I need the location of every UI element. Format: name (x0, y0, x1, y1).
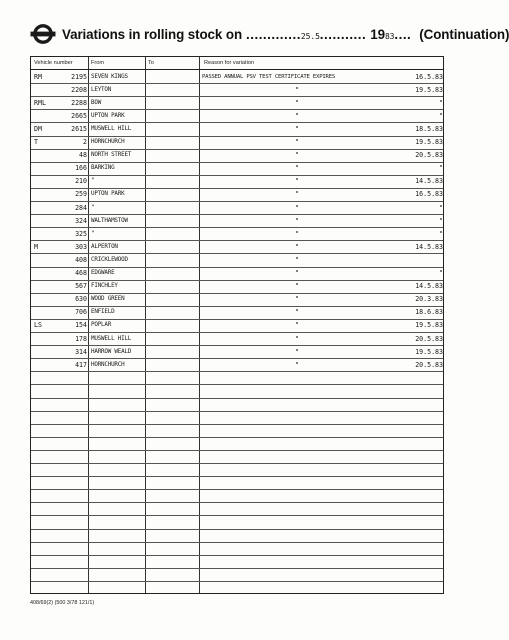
expiry-date: 19.5.83 (415, 321, 443, 330)
expiry-date: 16.5.83 (415, 72, 443, 81)
reason-ditto-mark: " (295, 138, 299, 146)
vehicle-number: 166 (75, 164, 87, 173)
row-rule (31, 463, 443, 464)
table-row (31, 136, 443, 149)
vehicle-number: 2 (83, 138, 87, 146)
page-title (62, 27, 509, 42)
vehicle-number: 2208 (71, 85, 87, 94)
year-printed: 19 (370, 26, 385, 42)
reason-ditto-mark: " (295, 124, 299, 133)
row-rule (31, 555, 443, 556)
reason-ditto-mark: " (295, 151, 299, 160)
expiry-date: 20.5.83 (415, 360, 443, 369)
table-row (31, 319, 443, 332)
row-rule (31, 424, 443, 425)
column-header-to: To (148, 60, 154, 66)
expiry-date: 18.6.83 (415, 308, 443, 317)
expiry-date: " (439, 269, 443, 277)
table-row (31, 123, 443, 136)
title-dots-left: ............. (246, 26, 301, 42)
reason-ditto-mark: " (295, 308, 299, 317)
expiry-date: 19.5.83 (415, 347, 443, 356)
expiry-date: 14.5.83 (415, 177, 443, 186)
reason-text: PASSED ANNUAL PSV TEST CERTIFICATE EXPIRES (202, 73, 336, 80)
expiry-date: " (439, 203, 443, 212)
table-row (31, 215, 443, 228)
vehicle-number: 417 (75, 360, 87, 369)
table-row (31, 175, 443, 188)
row-rule (31, 581, 443, 582)
vehicle-number: 2288 (71, 98, 87, 107)
from-garage: MUSWELL HILL (91, 125, 132, 132)
reason-ditto-mark: " (295, 360, 299, 369)
vehicle-number: 324 (75, 216, 87, 225)
vehicle-number: 154 (75, 321, 87, 330)
row-rule (31, 515, 443, 516)
expiry-date: 20.5.83 (415, 334, 443, 343)
title-dots-right: .... (394, 26, 412, 42)
table-row (31, 149, 443, 162)
from-garage: UPTON PARK (91, 112, 125, 119)
from-garage: HARROW WEALD (91, 348, 132, 355)
vehicle-number: 468 (75, 269, 87, 277)
row-rule (31, 476, 443, 477)
continuation-label: (Continuation) (419, 26, 509, 42)
expiry-date: " (439, 98, 443, 107)
column-header-reason: Reason for variation (204, 60, 255, 66)
variations-table (30, 56, 444, 594)
reason-ditto-mark: " (295, 255, 299, 264)
vehicle-number: 210 (75, 177, 87, 186)
row-rule (31, 450, 443, 451)
from-garage: HORNCHURCH (91, 139, 125, 145)
column-header-vehicle-number: Vehicle number (34, 60, 73, 66)
table-row (31, 280, 443, 293)
expiry-date: 19.5.83 (415, 138, 443, 146)
vehicle-number: 259 (75, 190, 87, 199)
reason-ditto-mark: " (295, 334, 299, 343)
vehicle-number: 2195 (71, 72, 87, 81)
year-handwritten: 83 (384, 31, 395, 41)
from-garage: " (91, 230, 95, 237)
row-rule (31, 502, 443, 503)
vehicle-number: 325 (75, 229, 87, 238)
vehicle-number: 567 (75, 282, 87, 291)
row-rule (31, 411, 443, 412)
table-row (31, 306, 443, 319)
from-garage: FINCHLEY (91, 283, 118, 290)
from-garage: MUSWELL HILL (91, 335, 132, 342)
reason-ditto-mark: " (295, 295, 299, 304)
from-garage: ALPERTON (91, 243, 118, 250)
expiry-date: 14.5.83 (415, 282, 443, 291)
title-dots-mid: ........... (319, 26, 367, 42)
vehicle-number: 2615 (71, 124, 87, 133)
reason-ditto-mark: " (295, 85, 299, 94)
table-row (31, 188, 443, 201)
row-rule (31, 398, 443, 399)
form-header (30, 20, 509, 48)
vehicle-number: 303 (75, 242, 87, 251)
expiry-date: 18.5.83 (415, 124, 443, 133)
table-row (31, 346, 443, 359)
date-handwritten: 25.5 (300, 31, 320, 41)
expiry-date: " (439, 164, 443, 173)
vehicle-number: 48 (79, 151, 87, 160)
reason-ditto-mark: " (295, 98, 299, 107)
table-row (31, 110, 443, 123)
expiry-date: 14.5.83 (415, 242, 443, 251)
reason-ditto-mark: " (295, 216, 299, 225)
reason-ditto-mark: " (295, 347, 299, 356)
from-garage: LEYTON (91, 86, 112, 93)
from-garage: UPTON PARK (91, 191, 125, 198)
reason-ditto-mark: " (295, 282, 299, 291)
from-garage: " (91, 178, 95, 185)
row-rule (31, 529, 443, 530)
expiry-date: 19.5.83 (415, 85, 443, 94)
reason-ditto-mark: " (295, 190, 299, 199)
vehicle-number: 284 (75, 203, 87, 212)
table-row (31, 333, 443, 346)
vehicle-type: T (34, 138, 38, 146)
row-rule (31, 568, 443, 569)
vehicle-type: DM (34, 124, 42, 133)
expiry-date: 20.5.83 (415, 151, 443, 160)
title-prefix: Variations in rolling stock on (62, 26, 243, 42)
table-row (31, 202, 443, 215)
table-row (31, 228, 443, 241)
table-row (31, 84, 443, 97)
reason-ditto-mark: " (295, 321, 299, 330)
from-garage: WALTHAMSTOW (91, 217, 128, 224)
table-row (31, 267, 443, 280)
from-garage: HORNCHURCH (91, 361, 125, 368)
london-transport-roundel-logo (30, 23, 56, 45)
table-row (31, 97, 443, 110)
reason-ditto-mark: " (295, 164, 299, 173)
from-garage: POPLAR (91, 322, 112, 329)
vehicle-number: 630 (75, 295, 87, 304)
column-header-from: From (91, 60, 105, 66)
vehicle-number: 2665 (71, 111, 87, 120)
form-code: 408/69(2) (500 3/78 121/1) (30, 600, 95, 606)
vehicle-number: 706 (75, 308, 87, 317)
row-rule (31, 384, 443, 385)
table-row (31, 254, 443, 267)
expiry-date: 20.3.83 (415, 295, 443, 304)
from-garage: BARKING (91, 165, 115, 172)
from-garage: " (91, 204, 95, 211)
reason-ditto-mark: " (295, 177, 299, 186)
reason-ditto-mark: " (295, 229, 299, 238)
from-garage: EDGWARE (91, 270, 115, 276)
reason-ditto-mark: " (295, 269, 299, 277)
from-garage: NORTH STREET (91, 152, 132, 159)
vehicle-type: RML (34, 98, 46, 107)
from-garage: BOW (91, 99, 102, 106)
table-row (31, 71, 443, 84)
vehicle-number: 408 (75, 255, 87, 264)
row-rule (31, 437, 443, 438)
reason-ditto-mark: " (295, 111, 299, 120)
table-row (31, 359, 443, 372)
row-rule (31, 489, 443, 490)
from-garage: CRICKLEWOOD (91, 256, 128, 263)
vehicle-type: M (34, 242, 38, 251)
vehicle-number: 178 (75, 334, 87, 343)
vehicle-type: RM (34, 72, 42, 81)
vehicle-number: 314 (75, 347, 87, 356)
vehicle-type: LS (34, 321, 42, 330)
expiry-date: " (439, 229, 443, 238)
expiry-date: 16.5.83 (415, 190, 443, 199)
table-row (31, 293, 443, 306)
reason-ditto-mark: " (295, 203, 299, 212)
expiry-date: " (439, 216, 443, 225)
expiry-date: " (439, 111, 443, 120)
from-garage: SEVEN KINGS (91, 73, 128, 80)
from-garage: ENFIELD (91, 309, 115, 316)
table-row (31, 162, 443, 175)
row-rule (31, 542, 443, 543)
reason-ditto-mark: " (295, 242, 299, 251)
from-garage: WOOD GREEN (91, 296, 125, 303)
table-row (31, 241, 443, 254)
